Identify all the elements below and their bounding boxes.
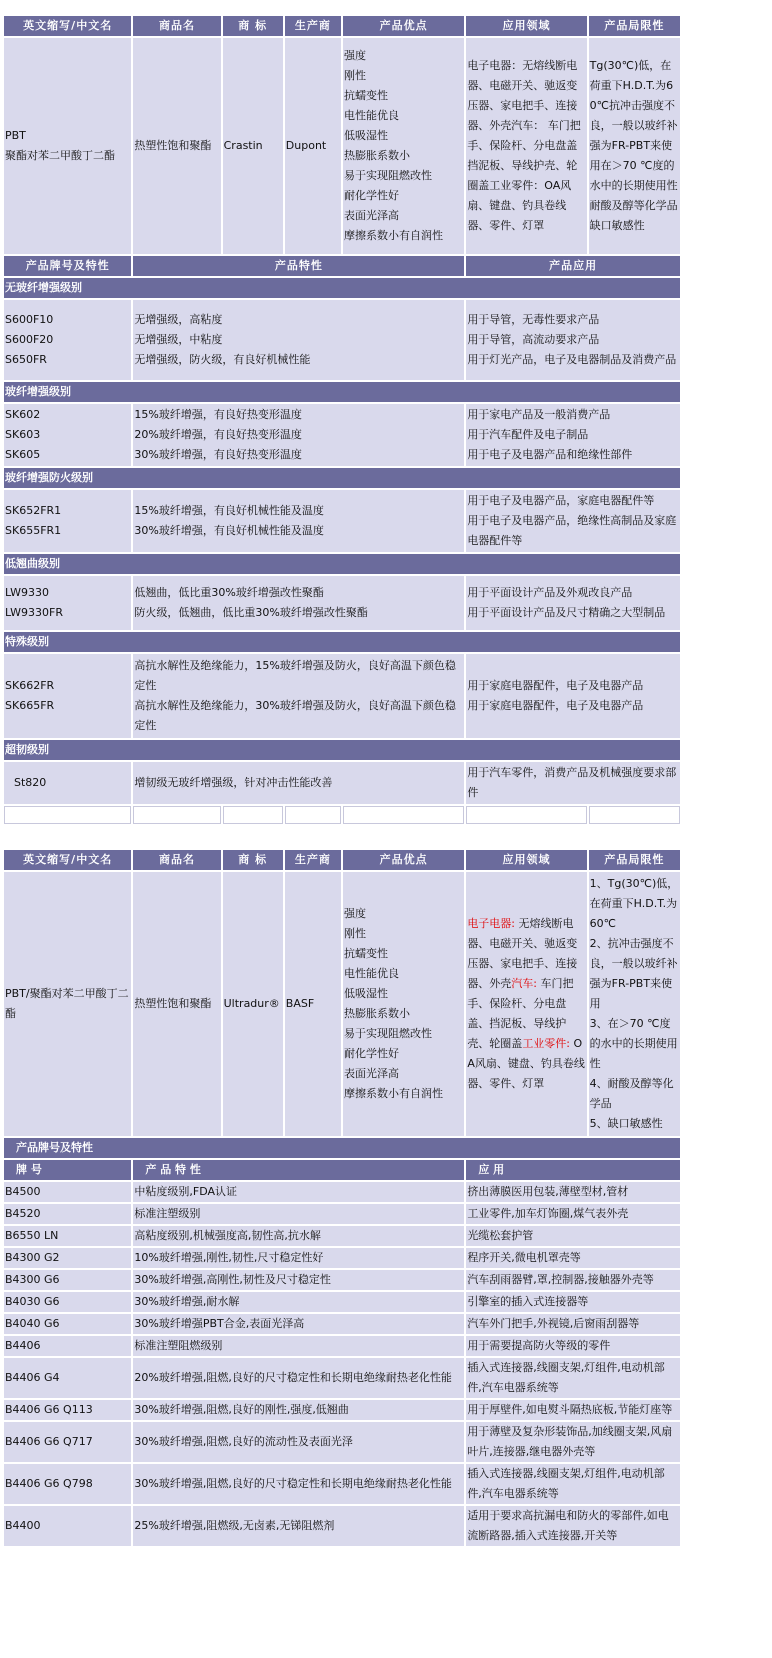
product-type: 热塑性饱和聚酯 bbox=[133, 872, 220, 1136]
grade-app: 用于导管，高流动要求产品 bbox=[467, 333, 600, 346]
grade-app: 挤出薄膜医用包装,薄壁型材,管材 bbox=[466, 1182, 680, 1202]
grade-code: B6550 LN bbox=[4, 1226, 131, 1246]
grade-code: SK603 bbox=[5, 428, 41, 441]
crastin-table bbox=[2, 14, 682, 826]
grade-app: 插入式连接器,线圈支架,灯组件,电动机部件,汽车电器系统等 bbox=[466, 1358, 680, 1398]
grade-app: 用于平面设计产品及外观改良产品 bbox=[467, 586, 633, 599]
col-header-product: 商品名 bbox=[133, 16, 220, 36]
section-title: 玻纤增强级别 bbox=[4, 382, 680, 402]
grade-row bbox=[4, 404, 680, 466]
grade-feature: 20%玻纤增强,阻燃,良好的尺寸稳定性和长期电绝缘耐热老化性能 bbox=[133, 1358, 464, 1398]
grade-feature: 10%玻纤增强,刚性,韧性,尺寸稳定性好 bbox=[133, 1248, 464, 1268]
grade-app: 用于平面设计产品及尺寸精确之大型制品 bbox=[467, 606, 666, 619]
table-row bbox=[4, 1292, 680, 1312]
limitations-list bbox=[589, 872, 680, 1136]
grade-code: B4300 G6 bbox=[4, 1270, 131, 1290]
grade-feature: 无增强级，高粘度 bbox=[134, 313, 223, 326]
ultradur-info-row bbox=[4, 872, 680, 1136]
blank-cell bbox=[4, 806, 131, 824]
advantage-item: 耐化学性好 bbox=[343, 1047, 399, 1060]
blank-cell bbox=[466, 806, 586, 824]
grades-header-feature: 产品特性 bbox=[133, 256, 464, 276]
grade-app: 程序开关,微电机罩壳等 bbox=[466, 1248, 680, 1268]
grade-app: 用于家庭电器配件，电子及电器产品 bbox=[467, 679, 644, 692]
grades-header-row bbox=[4, 1160, 680, 1180]
advantage-item: 热膨胀系数小 bbox=[343, 1007, 410, 1020]
col-header-limitations: 产品局限性 bbox=[589, 16, 680, 36]
col-header-limitations: 产品局限性 bbox=[589, 850, 680, 870]
grades-header-row bbox=[4, 256, 680, 276]
section-title: 超韧级别 bbox=[4, 740, 680, 760]
grade-apps bbox=[466, 300, 680, 380]
grade-row bbox=[4, 654, 680, 738]
col-header-name: 英文缩写/中文名 bbox=[4, 16, 131, 36]
grade-code: SK605 bbox=[5, 448, 41, 461]
table-row bbox=[4, 1358, 680, 1398]
col-header-maker: 生产商 bbox=[285, 850, 341, 870]
advantage-item: 低吸湿性 bbox=[343, 129, 388, 142]
brand-name: Ultradur® bbox=[223, 872, 283, 1136]
blank-cell bbox=[133, 806, 220, 824]
crastin-info-row bbox=[4, 38, 680, 254]
advantage-item: 抗蠕变性 bbox=[343, 947, 388, 960]
grade-code: B4520 bbox=[4, 1204, 131, 1224]
grade-features bbox=[133, 404, 464, 466]
grades-title-row bbox=[4, 1138, 680, 1158]
grade-code: B4300 G2 bbox=[4, 1248, 131, 1268]
section-title: 特殊级别 bbox=[4, 632, 680, 652]
col-header-applications: 应用领域 bbox=[466, 16, 586, 36]
grade-app: 用于汽车零件，消费产品及机械强度要求部件 bbox=[467, 766, 677, 799]
grade-code: SK662FR bbox=[5, 679, 55, 692]
grade-feature: 高粘度级别,机械强度高,韧性高,抗水解 bbox=[133, 1226, 464, 1246]
grade-row bbox=[4, 576, 680, 630]
grade-features bbox=[133, 490, 464, 552]
grade-feature: 30%玻纤增强,阻燃,良好的刚性,强度,低翘曲 bbox=[133, 1400, 464, 1420]
grade-code: S650FR bbox=[5, 353, 47, 366]
grade-feature: 30%玻纤增强，有良好热变形温度 bbox=[134, 448, 302, 461]
limitation-item: 3、在＞70 ℃度的水中的长期使用性 bbox=[589, 1017, 678, 1070]
grade-feature: 防火级，低翘曲，低比重30%玻纤增强改性聚酯 bbox=[134, 606, 368, 619]
grades-header-feature: 产 品 特 性 bbox=[133, 1160, 464, 1180]
table-row bbox=[4, 1182, 680, 1202]
applications-text: 电子电器：无熔线断电器、电磁开关、驰返变压器、家电把手、连接器、外壳汽车： 车门把手、保险杆、分电盘盖挡泥板、导线护壳、轮圈盖工业零件：OA风扇、键盘、钓具卷线器、零件、灯罩 bbox=[466, 38, 586, 254]
grade-rows bbox=[4, 1182, 680, 1546]
grade-codes bbox=[4, 762, 131, 804]
section-title-row bbox=[4, 632, 680, 652]
grade-feature: 低翘曲，低比重30%玻纤增强改性聚酯 bbox=[134, 586, 324, 599]
col-header-name: 英文缩写/中文名 bbox=[4, 850, 131, 870]
grade-feature: 30%玻纤增强PBT合金,表面光泽高 bbox=[133, 1314, 464, 1334]
limitation-item: 1、Tg(30℃)低，在荷重下H.D.T.为60℃ bbox=[589, 877, 679, 930]
grade-code: B4406 G6 Q798 bbox=[4, 1464, 131, 1504]
blank-cell bbox=[589, 806, 680, 824]
grades-header-code: 牌 号 bbox=[4, 1160, 131, 1180]
grade-code: S600F20 bbox=[5, 333, 54, 346]
grade-app: 插入式连接器,线圈支架,灯组件,电动机部件,汽车电器系统等 bbox=[466, 1464, 680, 1504]
grade-code: B4406 G6 Q717 bbox=[4, 1422, 131, 1462]
grade-features bbox=[133, 300, 464, 380]
grade-feature: 25%玻纤增强,阻燃级,无卤素,无锑阻燃剂 bbox=[133, 1506, 464, 1546]
table-row bbox=[4, 1400, 680, 1420]
grade-code: S600F10 bbox=[5, 313, 54, 326]
grade-code: SK652FR1 bbox=[5, 504, 62, 517]
grade-app: 用于需要提高防火等级的零件 bbox=[466, 1336, 680, 1356]
grade-code: B4400 bbox=[4, 1506, 131, 1546]
advantage-item: 易于实现阻燃改性 bbox=[343, 1027, 432, 1040]
grade-feature: 30%玻纤增强，有良好机械性能及温度 bbox=[134, 524, 324, 537]
grade-app: 用于灯光产品，电子及电器制品及消费产品 bbox=[467, 353, 677, 366]
app-category-electronics: 电子电器: bbox=[467, 917, 516, 930]
spacer-row bbox=[4, 806, 680, 824]
advantage-item: 强度 bbox=[343, 907, 366, 920]
section-title: 玻纤增强防火级别 bbox=[4, 468, 680, 488]
blank-cell bbox=[343, 806, 464, 824]
grades-title: 产品牌号及特性 bbox=[4, 1138, 680, 1158]
grade-apps bbox=[466, 654, 680, 738]
advantage-item: 耐化学性好 bbox=[343, 189, 399, 202]
section-title-row bbox=[4, 554, 680, 574]
grade-feature: 无增强级，防火级，有良好机械性能 bbox=[134, 353, 311, 366]
grade-app: 用于电子及电器产品和绝缘性部件 bbox=[467, 448, 633, 461]
grade-app: 汽车刮雨器臂,罩,控制器,接触器外壳等 bbox=[466, 1270, 680, 1290]
grade-feature: 15%玻纤增强，有良好机械性能及温度 bbox=[134, 504, 324, 517]
grade-code: SK602 bbox=[5, 408, 41, 421]
grade-app: 用于电子及电器产品，绝缘性高制品及家庭电器配件等 bbox=[467, 514, 677, 547]
grade-codes bbox=[4, 404, 131, 466]
grade-feature: 30%玻纤增强,耐水解 bbox=[133, 1292, 464, 1312]
advantage-item: 摩擦系数小有自润性 bbox=[343, 1087, 443, 1100]
advantage-item: 刚性 bbox=[343, 927, 366, 940]
applications-text bbox=[466, 872, 586, 1136]
grades-header-app: 产品应用 bbox=[466, 256, 680, 276]
grade-code: B4406 G6 Q113 bbox=[4, 1400, 131, 1420]
grade-app: 用于导管，无毒性要求产品 bbox=[467, 313, 600, 326]
grade-app: 用于电子及电器产品，家庭电器配件等 bbox=[467, 494, 655, 507]
grade-code: LW9330 bbox=[5, 586, 49, 599]
ultradur-header-row bbox=[4, 850, 680, 870]
grade-codes bbox=[4, 576, 131, 630]
grade-row bbox=[4, 300, 680, 380]
table-row bbox=[4, 1314, 680, 1334]
maker-name: BASF bbox=[285, 872, 341, 1136]
grade-app: 光缆松套护管 bbox=[466, 1226, 680, 1246]
table-row bbox=[4, 1226, 680, 1246]
advantage-item: 易于实现阻燃改性 bbox=[343, 169, 432, 182]
grade-feature: 无增强级，中粘度 bbox=[134, 333, 223, 346]
grade-code: LW9330FR bbox=[5, 606, 63, 619]
col-header-advantages: 产品优点 bbox=[343, 16, 464, 36]
col-header-brand: 商 标 bbox=[223, 850, 283, 870]
grade-feature: 30%玻纤增强,高刚性,韧性及尺寸稳定性 bbox=[133, 1270, 464, 1290]
app-text: OA风扇、键盘、钓具卷线器、零件、灯罩 bbox=[467, 1037, 585, 1090]
section-title-row bbox=[4, 278, 680, 298]
app-text: 无熔线断电器、电磁开关、驰返变压器、家电把手、连接器、外壳 bbox=[467, 917, 578, 990]
grade-feature: 20%玻纤增强，有良好热变形温度 bbox=[134, 428, 302, 441]
grade-codes bbox=[4, 654, 131, 738]
grade-apps bbox=[466, 762, 680, 804]
grade-app: 用于厚壁件,如电熨斗隔热底板,节能灯座等 bbox=[466, 1400, 680, 1420]
grade-code: B4500 bbox=[4, 1182, 131, 1202]
section-title: 无玻纤增强级别 bbox=[4, 278, 680, 298]
section-title-row bbox=[4, 468, 680, 488]
material-full-name: 聚酯对苯二甲酸丁二酯 bbox=[5, 149, 115, 162]
grade-app: 引擎室的插入式连接器等 bbox=[466, 1292, 680, 1312]
grade-features bbox=[133, 576, 464, 630]
col-header-product: 商品名 bbox=[133, 850, 220, 870]
grade-features bbox=[133, 762, 464, 804]
grade-features bbox=[133, 654, 464, 738]
grade-feature: 高抗水解性及绝缘能力，30%玻纤增强及防火，良好高温下颜色稳定性 bbox=[134, 699, 456, 732]
grade-feature: 中粘度级别,FDA认证 bbox=[133, 1182, 464, 1202]
grades-header-code: 产品牌号及特性 bbox=[4, 256, 131, 276]
grade-app: 工业零件,加车灯饰圈,煤气表外壳 bbox=[466, 1204, 680, 1224]
section-title-row bbox=[4, 740, 680, 760]
maker-name: Dupont bbox=[285, 38, 341, 254]
col-header-maker: 生产商 bbox=[285, 16, 341, 36]
grade-code: B4030 G6 bbox=[4, 1292, 131, 1312]
product-type: 热塑性饱和聚酯 bbox=[133, 38, 220, 254]
app-text: 车门把手、保险杆、分电盘盖、挡泥板、导线护壳、轮圈盖 bbox=[467, 977, 574, 1050]
advantage-item: 电性能优良 bbox=[343, 109, 399, 122]
advantages-list bbox=[343, 872, 464, 1136]
advantage-item: 表面光泽高 bbox=[343, 209, 399, 222]
grade-feature: 标准注塑级别 bbox=[133, 1204, 464, 1224]
grade-app: 用于家电产品及一般消费产品 bbox=[467, 408, 611, 421]
grade-row bbox=[4, 762, 680, 804]
grade-feature: 高抗水解性及绝缘能力，15%玻纤增强及防火，良好高温下颜色稳定性 bbox=[134, 659, 456, 692]
advantages-list bbox=[343, 38, 464, 254]
grade-feature: 标准注塑阻燃级别 bbox=[133, 1336, 464, 1356]
material-name bbox=[4, 38, 131, 254]
grade-apps bbox=[466, 404, 680, 466]
section-title-row bbox=[4, 382, 680, 402]
grade-codes bbox=[4, 490, 131, 552]
grades-header-app: 应 用 bbox=[466, 1160, 680, 1180]
table-row bbox=[4, 1336, 680, 1356]
blank-cell bbox=[285, 806, 341, 824]
advantage-item: 刚性 bbox=[343, 69, 366, 82]
table-row bbox=[4, 1270, 680, 1290]
advantage-item: 电性能优良 bbox=[343, 967, 399, 980]
blank-cell bbox=[223, 806, 283, 824]
advantage-item: 表面光泽高 bbox=[343, 1067, 399, 1080]
grade-apps bbox=[466, 576, 680, 630]
grade-app: 汽车外门把手,外视镜,后窗雨刮器等 bbox=[466, 1314, 680, 1334]
advantage-item: 抗蠕变性 bbox=[343, 89, 388, 102]
section-title: 低翘曲级别 bbox=[4, 554, 680, 574]
limitation-item: 5、缺口敏感性 bbox=[589, 1117, 663, 1130]
grade-codes bbox=[4, 300, 131, 380]
grade-code: B4040 G6 bbox=[4, 1314, 131, 1334]
table-row bbox=[4, 1506, 680, 1546]
brand-name: Crastin bbox=[223, 38, 283, 254]
limitation-item: 2、抗冲击强度不良，一般以玻纤补强为FR-PBT来使用 bbox=[589, 937, 678, 1010]
grade-feature: 30%玻纤增强,阻燃,良好的流动性及表面光泽 bbox=[133, 1422, 464, 1462]
app-category-auto: 汽车: bbox=[511, 977, 538, 990]
grade-apps bbox=[466, 490, 680, 552]
grade-code: St820 bbox=[14, 776, 47, 789]
grade-app: 用于家庭电器配件，电子及电器产品 bbox=[467, 699, 644, 712]
grade-code: SK665FR bbox=[5, 699, 55, 712]
table-row bbox=[4, 1464, 680, 1504]
app-category-industrial: 工业零件: bbox=[522, 1037, 571, 1050]
grade-code: B4406 bbox=[4, 1336, 131, 1356]
material-abbr: PBT bbox=[5, 129, 26, 142]
grade-app: 用于汽车配件及电子制品 bbox=[467, 428, 589, 441]
advantage-item: 低吸湿性 bbox=[343, 987, 388, 1000]
limitations-text: Tg(30℃)低，在荷重下H.D.T.为60℃抗冲击强度不良，一般以玻纤补强为FR-PBT来使用在＞70 ℃度的水中的长期使用性耐酸及醇等化学品缺口敏感性 bbox=[589, 38, 680, 254]
limitation-item: 4、耐酸及醇等化学品 bbox=[589, 1077, 674, 1110]
grade-code: B4406 G4 bbox=[4, 1358, 131, 1398]
table-row bbox=[4, 1422, 680, 1462]
col-header-applications: 应用领域 bbox=[466, 850, 586, 870]
table-row bbox=[4, 1204, 680, 1224]
advantage-item: 摩擦系数小有自润性 bbox=[343, 229, 443, 242]
grade-row bbox=[4, 490, 680, 552]
col-header-advantages: 产品优点 bbox=[343, 850, 464, 870]
grade-code: SK655FR1 bbox=[5, 524, 62, 537]
grade-feature: 15%玻纤增强，有良好热变形温度 bbox=[134, 408, 302, 421]
ultradur-table bbox=[2, 848, 682, 1548]
grade-app: 适用于要求高抗漏电和防火的零部件,如电流断路器,插入式连接器,开关等 bbox=[466, 1506, 680, 1546]
grade-feature: 增韧级无玻纤增强级，针对冲击性能改善 bbox=[134, 776, 333, 789]
grade-app: 用于薄壁及复杂形装饰品,加线圈支架,风扇叶片,连接器,继电器外壳等 bbox=[466, 1422, 680, 1462]
advantage-item: 热膨胀系数小 bbox=[343, 149, 410, 162]
advantage-item: 强度 bbox=[343, 49, 366, 62]
grade-feature: 30%玻纤增强,阻燃,良好的尺寸稳定性和长期电绝缘耐热老化性能 bbox=[133, 1464, 464, 1504]
table-row bbox=[4, 1248, 680, 1268]
material-name: PBT/聚酯对苯二甲酸丁二酯 bbox=[4, 872, 131, 1136]
crastin-header-row bbox=[4, 16, 680, 36]
col-header-brand: 商 标 bbox=[223, 16, 283, 36]
